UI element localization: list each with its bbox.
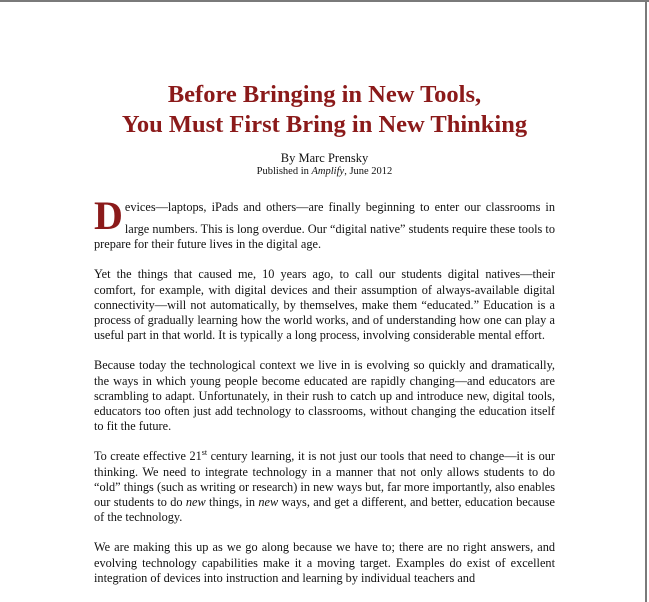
p4-part-b: century learning, it is not just our tools that need to change—it is our thinking. We need to integrate technology in a manner that not only allows students to do “old” things (such as writing or research) in new ways but, far more importantly, also enables our students to do [94,449,555,510]
paragraph-2: Yet the things that caused me, 10 years ago, to call our students digital natives—their comfort, for example, with digital devices and their assumption of always-available digital connectivity—will not automatically, by themselves, make them “educated.” Education is a process of gradually learning how the world works, and of understanding how one can play a useful part in that world. It is typically a long process, involving considerable mental effort. [94,267,555,343]
paragraph-1-text: evices—laptops, iPads and others—are finally beginning to enter our classrooms in large numbers. This is long overdue. Our “digital native” students require these tools to prepare for their future lives in the digital age. [94,200,555,252]
paragraph-5: We are making this up as we go along because we have to; there are no right answers, and evolving technology capabilities make it a moving target. Examples do exist of excellent integration of devices into instruction and learning by individual teachers and [94,540,555,585]
p4-part-a: To create effective 21 [94,449,202,464]
p4-emphasis-2: new [258,495,279,510]
paragraph-4 [94,449,555,525]
paragraph-1 [94,193,555,252]
publication-line [0,165,649,178]
paragraph-3: Because today the technological context we live in is evolving so quickly and dramatically, the ways in which young people become educated are rapidly changing—and educators are scrambling to adapt. Unfortunately, in their rush to catch up and introduce new, digital tools, educators too often just add technology to classrooms, without changing the education itself to fit the future. [94,358,555,434]
article-title [0,80,649,140]
title-line-1: Before Bringing in New Tools, [167,81,482,108]
drop-cap: D [94,193,123,238]
p4-part-d: ways, and get a different, and better, education because of the technology. [94,495,555,525]
p4-emphasis-1: new [185,495,206,510]
p4-part-c: things, in [205,495,259,510]
publication-date: , June 2012 [344,166,393,177]
title-line-2: You Must First Bring in New Thinking [121,111,528,138]
article-body [94,193,555,601]
publication-prefix: Published in [256,166,312,177]
p4-superscript: st [201,448,208,458]
author-byline: By Marc Prensky [280,151,369,165]
publication-name: Amplify [311,166,345,177]
